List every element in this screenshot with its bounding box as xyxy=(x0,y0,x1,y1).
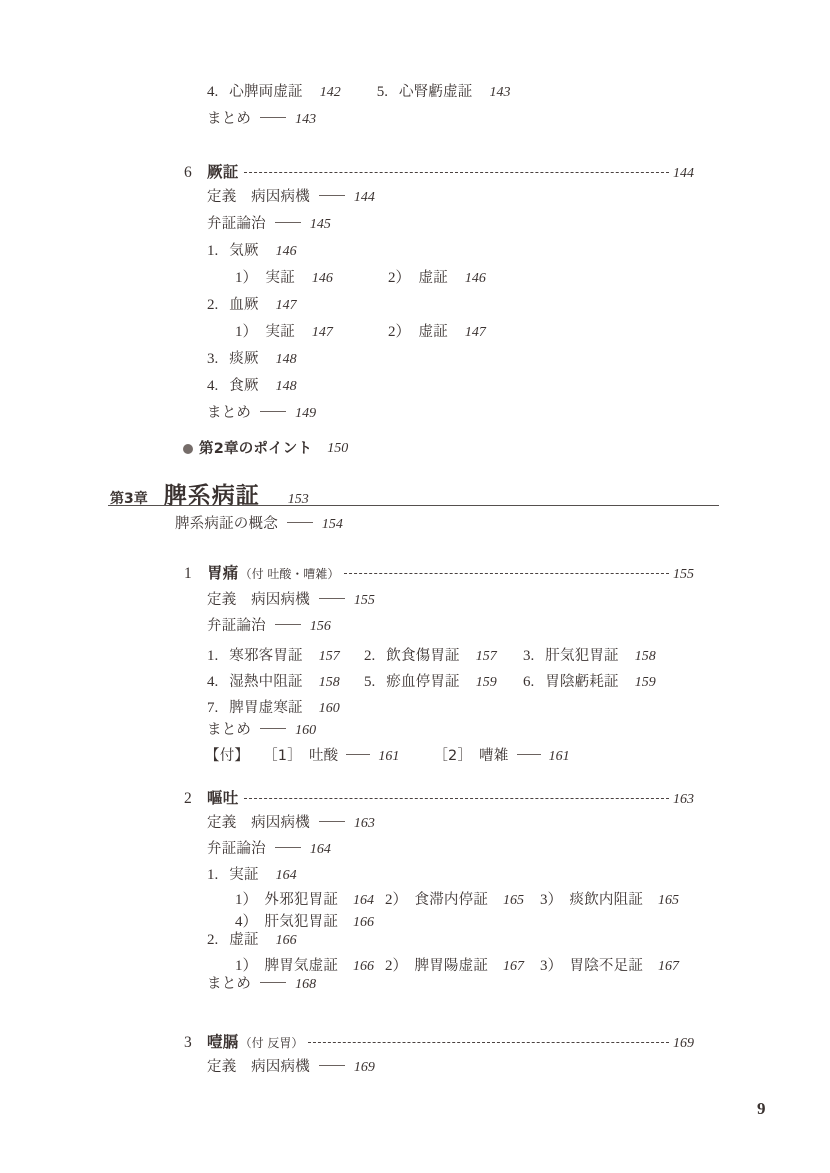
dash-leader xyxy=(346,754,370,755)
toc-entry-row xyxy=(207,644,340,665)
subitem-label[interactable]: 実証 xyxy=(265,270,295,286)
chapter2-point-row[interactable] xyxy=(183,442,348,457)
summary-row xyxy=(207,405,316,421)
item-page: 158 xyxy=(634,649,656,664)
item-number: 5. xyxy=(364,674,376,690)
treatment-row xyxy=(207,216,331,232)
appendix-label: 【付】 xyxy=(205,748,250,764)
definition-page: 144 xyxy=(353,190,375,205)
toc-entry-row xyxy=(364,644,497,665)
subitem-number: 2） xyxy=(385,892,408,908)
item-page: 159 xyxy=(634,675,656,690)
toc-entry-row xyxy=(523,670,656,691)
subitem-label[interactable]: 脾胃気虚証 xyxy=(264,958,339,974)
subitem-number: 1） xyxy=(235,958,258,974)
summary-label: まとめ xyxy=(207,111,252,127)
subitem-number: 3） xyxy=(540,892,563,908)
definition-label: 定義 病因病機 xyxy=(207,1059,310,1075)
section-page: 169 xyxy=(673,1036,694,1051)
subitem-label[interactable]: 脾胃陽虚証 xyxy=(414,958,489,974)
dash-leader xyxy=(287,522,313,523)
definition-page: 155 xyxy=(353,593,375,608)
item-page: 160 xyxy=(318,701,340,716)
subitem-page: 146 xyxy=(311,271,333,286)
subitem-label[interactable]: 肝気犯胃証 xyxy=(264,914,339,930)
subitem-page: 164 xyxy=(353,893,375,908)
section-page: 155 xyxy=(673,567,694,582)
dash-leader xyxy=(260,117,286,118)
item-label[interactable]: 気厥 xyxy=(229,243,259,259)
subitem-number: 1） xyxy=(235,270,258,286)
definition-page: 163 xyxy=(353,816,375,831)
subitem-label[interactable]: 虚証 xyxy=(418,270,448,286)
treatment-page: 156 xyxy=(309,619,331,634)
section-number: 1 xyxy=(184,565,192,582)
subitem-label[interactable]: 胃陰不足証 xyxy=(569,958,644,974)
summary-page: 160 xyxy=(295,723,317,738)
treatment-page: 145 xyxy=(309,217,331,232)
subitem-label[interactable]: 外邪犯胃証 xyxy=(264,892,339,908)
treatment-label: 弁証論治 xyxy=(207,216,266,232)
item-page: 157 xyxy=(475,649,497,664)
section-title: 嘔吐 xyxy=(207,789,239,807)
item-label[interactable]: 湿熱中阻証 xyxy=(229,674,303,690)
appendix-row xyxy=(205,748,570,764)
definition-label: 定義 病因病機 xyxy=(207,815,310,831)
subitem-number: 2） xyxy=(388,270,411,286)
toc-entry-row xyxy=(207,378,297,394)
item-label[interactable]: 寒邪客胃証 xyxy=(229,648,303,664)
toc-entry-row xyxy=(207,297,297,313)
subitem-number: 4） xyxy=(235,914,258,930)
appendix-entry-number: ［1］ xyxy=(263,748,302,764)
item-page: 146 xyxy=(275,244,297,259)
treatment-label: 弁証論治 xyxy=(207,618,266,634)
concept-page: 154 xyxy=(321,517,343,532)
summary-label: まとめ xyxy=(207,722,252,738)
dash-leader xyxy=(517,754,541,755)
toc-entry-row xyxy=(207,696,340,717)
chapter2-point-page: 150 xyxy=(327,441,349,457)
item-label[interactable]: 心脾両虚証 xyxy=(229,84,303,100)
toc-entry-row xyxy=(523,644,656,665)
summary-label: まとめ xyxy=(207,405,252,421)
toc-subentry-row xyxy=(385,888,524,909)
summary-label: まとめ xyxy=(207,976,252,992)
subitem-label[interactable]: 痰飲内阻証 xyxy=(569,892,644,908)
item-number: 2. xyxy=(364,648,376,664)
summary-row xyxy=(207,111,316,127)
definition-label: 定義 病因病機 xyxy=(207,592,310,608)
dash-leader xyxy=(260,728,286,729)
definition-row xyxy=(207,1059,375,1075)
appendix-entry-page: 161 xyxy=(548,749,570,764)
subitem-number: 2） xyxy=(385,958,408,974)
item-number: 5. xyxy=(376,84,388,100)
item-page: 158 xyxy=(318,675,340,690)
section-title: 噎膈 xyxy=(207,1033,239,1051)
toc-entry-row xyxy=(207,84,511,100)
toc-subentry-row xyxy=(235,888,374,909)
summary-page: 143 xyxy=(295,112,317,127)
section-number: 2 xyxy=(184,790,192,807)
section-title: 胃痛 xyxy=(207,564,239,582)
chapter3-rule xyxy=(108,505,719,506)
subitem-page: 147 xyxy=(464,325,486,340)
toc-entry-row xyxy=(207,670,340,691)
subitem-number: 3） xyxy=(540,958,563,974)
section-number: 6 xyxy=(184,164,192,181)
chapter3-page: 153 xyxy=(287,492,309,507)
dotted-leader xyxy=(344,573,669,574)
item-label[interactable]: 血厥 xyxy=(229,297,259,313)
subitem-page: 165 xyxy=(503,893,525,908)
dash-leader xyxy=(260,411,286,412)
toc-entry-row xyxy=(364,670,497,691)
subitem-page: 166 xyxy=(353,915,375,930)
subitem-page: 165 xyxy=(658,893,680,908)
section-title: 厥証 xyxy=(207,163,239,181)
item-page: 159 xyxy=(475,675,497,690)
subitem-number: 2） xyxy=(388,324,411,340)
toc-subentry-row xyxy=(235,954,374,975)
item-label[interactable]: 虚証 xyxy=(229,932,259,948)
item-page: 157 xyxy=(318,649,340,664)
dash-leader xyxy=(319,195,345,196)
item-label[interactable]: 痰厥 xyxy=(229,351,259,367)
section-number: 3 xyxy=(184,1034,192,1051)
item-number: 1. xyxy=(207,243,219,259)
definition-label: 定義 病因病機 xyxy=(207,189,310,205)
item-number: 2. xyxy=(207,932,219,948)
item-page: 148 xyxy=(275,379,297,394)
dotted-leader xyxy=(308,1042,669,1043)
section-page: 144 xyxy=(673,166,694,181)
toc-subentry-row xyxy=(540,888,679,909)
summary-page: 168 xyxy=(295,977,317,992)
dash-leader xyxy=(275,847,301,848)
appendix-entry-label[interactable]: 吐酸 xyxy=(308,748,339,764)
item-number: 1. xyxy=(207,867,219,883)
toc-subentry-row xyxy=(540,954,679,975)
toc-entry-row xyxy=(207,351,297,367)
item-label[interactable]: 実証 xyxy=(229,867,259,883)
page-number: 9 xyxy=(757,1099,766,1118)
section-heading-3[interactable] xyxy=(184,1030,694,1052)
item-page: 142 xyxy=(319,85,341,100)
toc-subentry-row xyxy=(388,270,486,286)
item-page: 147 xyxy=(275,298,297,313)
concept-label[interactable]: 脾系病証の概念 xyxy=(175,516,278,532)
chapter3-concept-row xyxy=(175,516,343,532)
treatment-label: 弁証論治 xyxy=(207,841,266,857)
item-label[interactable]: 飲食傷胃証 xyxy=(386,648,460,664)
appendix-entry-label[interactable]: 嘈雑 xyxy=(479,748,509,764)
section-page: 163 xyxy=(673,792,694,807)
item-number: 6. xyxy=(523,674,535,690)
dash-leader xyxy=(275,222,301,223)
item-label[interactable]: 瘀血停胃証 xyxy=(386,674,460,690)
subitem-label[interactable]: 虚証 xyxy=(418,324,448,340)
item-page: 164 xyxy=(275,868,297,883)
toc-entry-row xyxy=(207,932,297,948)
section-heading-1[interactable] xyxy=(184,561,694,583)
item-number: 7. xyxy=(207,700,219,716)
item-label[interactable]: 胃陰虧耗証 xyxy=(545,674,619,690)
chapter3-kicker: 第3章 xyxy=(110,491,148,507)
definition-page: 169 xyxy=(353,1060,375,1075)
subitem-label[interactable]: 食滞内停証 xyxy=(414,892,489,908)
item-number: 3. xyxy=(523,648,535,664)
item-label[interactable]: 肝気犯胃証 xyxy=(545,648,619,664)
dotted-leader xyxy=(244,172,669,173)
item-page: 166 xyxy=(275,933,297,948)
item-page: 148 xyxy=(275,352,297,367)
item-label[interactable]: 心腎虧虚証 xyxy=(399,84,473,100)
definition-row xyxy=(207,189,375,205)
subitem-page: 166 xyxy=(353,959,375,974)
item-number: 1. xyxy=(207,648,219,664)
section-heading-2[interactable] xyxy=(184,786,694,808)
subitem-page: 147 xyxy=(311,325,333,340)
appendix-entry-number: ［2］ xyxy=(433,748,473,764)
section-title-sub: （付 反胃） xyxy=(239,1036,304,1050)
treatment-row xyxy=(207,618,331,634)
toc-subentry-row xyxy=(235,324,333,340)
item-label[interactable]: 脾胃虚寒証 xyxy=(229,700,303,716)
filled-circle-bullet-icon xyxy=(183,444,193,454)
subitem-page: 167 xyxy=(658,959,680,974)
subitem-number: 1） xyxy=(235,892,258,908)
summary-row xyxy=(207,976,316,992)
summary-row xyxy=(207,722,316,738)
toc-entry-row xyxy=(207,243,297,259)
toc-subentry-row xyxy=(388,324,486,340)
item-label[interactable]: 食厥 xyxy=(229,378,259,394)
item-page: 143 xyxy=(489,85,511,100)
dash-leader xyxy=(275,624,301,625)
dash-leader xyxy=(319,1065,345,1066)
definition-row xyxy=(207,815,375,831)
dotted-leader xyxy=(244,798,669,799)
item-number: 4. xyxy=(207,378,219,394)
subitem-page: 167 xyxy=(503,959,525,974)
toc-subentry-row xyxy=(235,270,333,286)
item-number: 3. xyxy=(207,351,219,367)
toc-subentry-row xyxy=(235,910,374,931)
toc-entry-row xyxy=(207,867,297,883)
item-number: 4. xyxy=(207,674,219,690)
toc-subentry-row xyxy=(385,954,524,975)
dash-leader xyxy=(319,598,345,599)
section-heading-6[interactable] xyxy=(184,160,694,182)
item-number: 2. xyxy=(207,297,219,313)
chapter3-title: 脾系病証 xyxy=(163,483,260,509)
subitem-label[interactable]: 実証 xyxy=(265,324,295,340)
treatment-row xyxy=(207,841,331,857)
treatment-page: 164 xyxy=(309,842,331,857)
item-number: 4. xyxy=(207,84,219,100)
subitem-number: 1） xyxy=(235,324,258,340)
appendix-entry-page: 161 xyxy=(378,749,400,764)
summary-page: 149 xyxy=(295,406,317,421)
section-title-sub: （付 吐酸・嘈雑） xyxy=(239,567,340,581)
dash-leader xyxy=(319,821,345,822)
definition-row xyxy=(207,592,375,608)
subitem-page: 146 xyxy=(464,271,486,286)
dash-leader xyxy=(260,982,286,983)
chapter2-point-label: 第2章のポイント xyxy=(199,441,313,457)
